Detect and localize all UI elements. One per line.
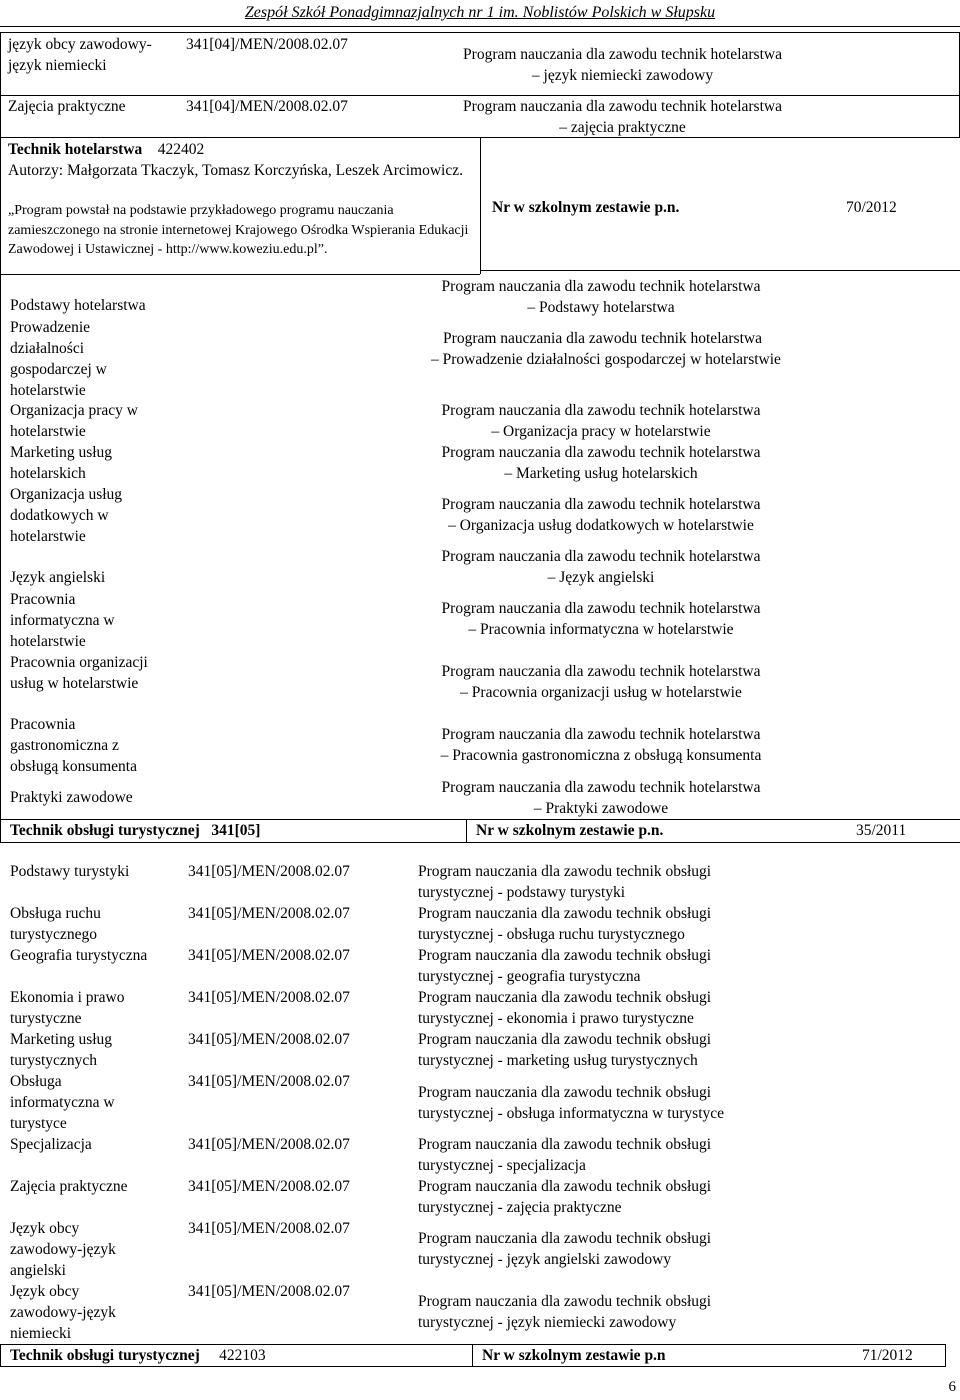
program-cell bbox=[418, 1228, 711, 1270]
program-line1: Program nauczania dla zawodu technik obsługi bbox=[418, 1084, 712, 1101]
program-cell bbox=[418, 1291, 711, 1333]
program-cell bbox=[418, 861, 711, 903]
program-cell bbox=[415, 546, 787, 588]
program-cell bbox=[415, 276, 787, 318]
code-cell: 341[05]/MEN/2008.02.07 bbox=[188, 1073, 350, 1090]
subject-cell: Specjalizacja bbox=[10, 1136, 92, 1153]
program-line2: turystycznej - język niemiecki zawodowy bbox=[418, 1314, 677, 1331]
table-rule bbox=[472, 1344, 473, 1366]
subject-cell: Zajęcia praktyczne bbox=[10, 1178, 128, 1195]
table-rule bbox=[945, 1344, 946, 1366]
program-line1: Program nauczania dla zawodu technik hotelarstwa bbox=[441, 496, 761, 513]
table-rule bbox=[0, 1344, 1, 1366]
program-line1: Program nauczania dla zawodu technik obsługi bbox=[418, 989, 712, 1006]
table-rule bbox=[480, 137, 481, 274]
section-title-text: Technik hotelarstwa bbox=[8, 141, 143, 158]
program-cell bbox=[418, 1082, 724, 1124]
program-line2: turystycznej - obsługa ruchu turystycznego bbox=[418, 926, 685, 943]
program-cell bbox=[415, 400, 787, 442]
page-header bbox=[0, 2, 960, 23]
program-line2: – Podstawy hotelarstwa bbox=[527, 299, 675, 316]
program-line2: – Organizacja usług dodatkowych w hotelarstwie bbox=[448, 517, 754, 534]
program-line1: Program nauczania dla zawodu technik obsługi bbox=[418, 1230, 712, 1247]
header-rule bbox=[0, 26, 960, 27]
program-line2: – Pracownia gastronomiczna z obsługą konsumenta bbox=[440, 747, 762, 764]
subject-cell: Marketing usług turystycznych bbox=[10, 1031, 113, 1069]
table-rule bbox=[480, 270, 960, 271]
code-cell: 341[05]/MEN/2008.02.07 bbox=[188, 947, 350, 964]
program-cell bbox=[415, 777, 787, 819]
code-cell: 341[05]/MEN/2008.02.07 bbox=[188, 989, 350, 1006]
program-cell bbox=[415, 442, 787, 484]
page-number: 6 bbox=[948, 1379, 956, 1395]
top-row-program-line2: – język niemiecki zawodowy bbox=[531, 67, 714, 84]
program-cell bbox=[418, 945, 711, 987]
program-line1: Program nauczania dla zawodu technik obsługi bbox=[418, 1136, 712, 1153]
code-cell: 341[05]/MEN/2008.02.07 bbox=[188, 905, 350, 922]
top-row-subject: język obcy zawodowy-język niemiecki bbox=[8, 36, 152, 74]
program-line1: Program nauczania dla zawodu technik hotelarstwa bbox=[441, 663, 761, 680]
nr-label: Nr w szkolnym zestawie p.n bbox=[482, 1347, 666, 1364]
program-line2: – Prowadzenie działalności gospodarczej w hotelarstwie bbox=[431, 351, 781, 368]
subject-cell: Podstawy turystyki bbox=[10, 863, 130, 880]
program-line2: – Pracownia organizacji usług w hotelarstwie bbox=[460, 684, 742, 701]
nr-label: Nr w szkolnym zestawie p.n. bbox=[476, 822, 664, 839]
nr-value: 71/2012 bbox=[862, 1347, 913, 1364]
footer-title-text: Technik obsługi turystycznej bbox=[10, 1347, 200, 1364]
section-title-text: Technik obsługi turystycznej bbox=[10, 822, 200, 839]
table-rule bbox=[0, 819, 1, 842]
footer-title bbox=[10, 1345, 266, 1366]
table-rule bbox=[0, 32, 1, 137]
subject-cell: Pracownia organizacji usług w hotelarstwie bbox=[10, 654, 148, 692]
program-line2: turystycznej - zajęcia praktyczne bbox=[418, 1199, 622, 1216]
program-line1: Program nauczania dla zawodu technik obsługi bbox=[418, 905, 712, 922]
code-cell: 341[05]/MEN/2008.02.07 bbox=[188, 1220, 350, 1237]
nr-label: Nr w szkolnym zestawie p.n. bbox=[492, 199, 680, 216]
table-rule bbox=[0, 137, 1, 820]
program-line2: turystycznej - ekonomia i prawo turystyczne bbox=[418, 1010, 694, 1027]
table-rule bbox=[0, 274, 480, 275]
program-line1: Program nauczania dla zawodu technik hotelarstwa bbox=[441, 402, 761, 419]
program-line2: – Organizacja pracy w hotelarstwie bbox=[491, 423, 711, 440]
section-code: 422402 bbox=[157, 141, 205, 158]
top-row-program-line2: – zajęcia praktyczne bbox=[559, 119, 686, 136]
top-row-program-line1: Program nauczania dla zawodu technik hotelarstwa bbox=[463, 98, 782, 115]
subject-cell: Praktyki zawodowe bbox=[10, 789, 133, 806]
program-cell bbox=[415, 494, 787, 536]
subject-cell: Prowadzenie działalności gospodarczej w hotelarstwie bbox=[10, 319, 107, 399]
program-line2: turystycznej - język angielski zawodowy bbox=[418, 1251, 672, 1268]
program-line1: Program nauczania dla zawodu technik obsługi bbox=[418, 1178, 712, 1195]
program-line1: Program nauczania dla zawodu technik hotelarstwa bbox=[441, 779, 761, 796]
program-line1: Program nauczania dla zawodu technik obsługi bbox=[418, 1031, 712, 1048]
program-line1: Program nauczania dla zawodu technik hotelarstwa bbox=[441, 726, 761, 743]
program-cell bbox=[415, 661, 787, 703]
program-line1: Program nauczania dla zawodu technik hotelarstwa bbox=[441, 444, 761, 461]
program-cell bbox=[415, 328, 790, 370]
subject-cell: Geografia turystyczna bbox=[10, 947, 148, 964]
section-authors: Autorzy: Małgorzata Tkaczyk, Tomasz Korczyńska, Leszek Arcimowicz. bbox=[8, 162, 463, 179]
program-cell bbox=[418, 1029, 711, 1071]
program-line2: turystycznej - podstawy turystyki bbox=[418, 884, 626, 901]
program-cell bbox=[418, 1176, 711, 1218]
table-rule bbox=[466, 819, 467, 842]
program-cell bbox=[418, 987, 711, 1029]
subject-cell: Język obcy zawodowy-język angielski bbox=[10, 1220, 116, 1279]
top-row-program bbox=[420, 44, 825, 86]
program-line1: Program nauczania dla zawodu technik hotelarstwa bbox=[441, 548, 761, 565]
code-cell: 341[05]/MEN/2008.02.07 bbox=[188, 1283, 350, 1300]
subject-cell: Podstawy hotelarstwa bbox=[10, 297, 146, 314]
subject-cell: Pracownia informatyczna w hotelarstwie bbox=[10, 591, 115, 650]
code-cell: 341[05]/MEN/2008.02.07 bbox=[188, 1031, 350, 1048]
footer-code: 422103 bbox=[219, 1347, 266, 1364]
nr-value: 35/2011 bbox=[856, 822, 907, 839]
program-line2: – Marketing usług hotelarskich bbox=[504, 465, 698, 482]
subject-cell: Organizacja usług dodatkowych w hotelarstwie bbox=[10, 486, 123, 545]
program-line1: Program nauczania dla zawodu technik obsługi bbox=[418, 863, 712, 880]
program-cell bbox=[418, 903, 711, 945]
subject-cell: Ekonomia i prawo turystyczne bbox=[10, 989, 125, 1027]
program-line1: Program nauczania dla zawodu technik hotelarstwa bbox=[441, 278, 761, 295]
program-line2: turystycznej - geografia turystyczna bbox=[418, 968, 641, 985]
subject-cell: Pracownia gastronomiczna z obsługą konsumenta bbox=[10, 716, 137, 775]
section-title bbox=[10, 820, 260, 841]
table-rule bbox=[0, 842, 960, 843]
program-line2: – Praktyki zawodowe bbox=[533, 800, 669, 817]
top-row-program bbox=[420, 96, 825, 138]
program-cell bbox=[418, 1134, 711, 1176]
top-row-program-line1: Program nauczania dla zawodu technik hotelarstwa bbox=[463, 46, 782, 63]
program-line2: turystycznej - specjalizacja bbox=[418, 1157, 586, 1174]
subject-cell: Obsługa ruchu turystycznego bbox=[10, 905, 101, 943]
program-cell bbox=[415, 724, 787, 766]
program-line2: – Język angielski bbox=[547, 569, 655, 586]
code-cell: 341[05]/MEN/2008.02.07 bbox=[188, 863, 350, 880]
program-line2: turystycznej - marketing usług turystycznych bbox=[418, 1052, 698, 1069]
top-row-subject: Zajęcia praktyczne bbox=[8, 98, 126, 115]
program-line1: Program nauczania dla zawodu technik obsługi bbox=[418, 1293, 712, 1310]
subject-cell: Język obcy zawodowy-język niemiecki bbox=[10, 1283, 116, 1342]
program-line2: – Pracownia informatyczna w hotelarstwie bbox=[468, 621, 734, 638]
section-title bbox=[8, 139, 204, 160]
section-code: 341[05] bbox=[211, 822, 261, 839]
table-rule bbox=[0, 32, 960, 33]
program-line1: Program nauczania dla zawodu technik hotelarstwa bbox=[443, 330, 762, 347]
program-line1: Program nauczania dla zawodu technik obsługi bbox=[418, 947, 712, 964]
top-row-code: 341[04]/MEN/2008.02.07 bbox=[186, 36, 348, 53]
program-line2: turystycznej - obsługa informatyczna w turystyce bbox=[418, 1105, 725, 1122]
table-rule bbox=[0, 1366, 946, 1367]
program-line1: Program nauczania dla zawodu technik hotelarstwa bbox=[441, 600, 761, 617]
school-name: Zespół Szkół Ponadgimnazjalnych nr 1 im. Noblistów Polskich w Słupsku bbox=[244, 4, 716, 21]
subject-cell: Organizacja pracy w hotelarstwie bbox=[10, 402, 138, 440]
program-cell bbox=[415, 598, 787, 640]
nr-value: 70/2012 bbox=[846, 199, 897, 216]
code-cell: 341[05]/MEN/2008.02.07 bbox=[188, 1178, 350, 1195]
code-cell: 341[05]/MEN/2008.02.07 bbox=[188, 1136, 350, 1153]
subject-cell: Obsługa informatyczna w turystyce bbox=[10, 1073, 115, 1132]
top-row-code: 341[04]/MEN/2008.02.07 bbox=[186, 98, 348, 115]
subject-cell: Marketing usług hotelarskich bbox=[10, 444, 113, 482]
subject-cell: Język angielski bbox=[10, 569, 106, 586]
section-note: „Program powstał na podstawie przykładowego programu nauczania zamieszczonego na stronie internetowej Krajowego Ośrodka Wspierania Edukacji Zawodowej i Ustawicznej - http://www.koweziu.edu.pl”. bbox=[8, 203, 469, 257]
